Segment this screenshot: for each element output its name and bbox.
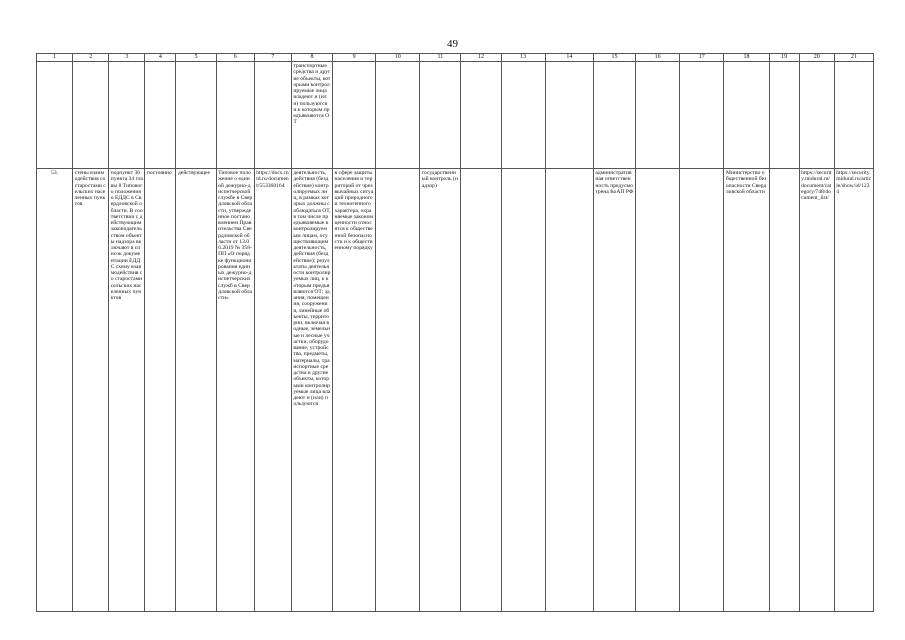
requirement-cell: стены взаимодействия со старостами сельских населенных пунктов [73,169,109,612]
table-cell [769,169,799,612]
table-cell [376,169,420,612]
table-cell [145,62,176,169]
column-number: 1 [37,54,73,62]
table-cell [769,62,799,169]
table-cell [73,62,109,169]
column-number-row [37,54,874,62]
column-number: 10 [376,54,420,62]
table-cell [333,62,376,169]
protected-values-cell: в сфере защиты населения и территорий от чрезвычайных ситуаций природного и техногенного характера, охраняемые законом ценности относятся к общественной безопасности и к общественному порядку [333,169,376,612]
table-cell [545,62,593,169]
table-cell [420,62,461,169]
status-cell: действующее [176,169,216,612]
table-cell [636,169,680,612]
liability-cell: административная ответственность предусмотрена КоАП РФ [593,169,635,612]
act-link-cell[interactable]: https://docs.cntd.ru/document/553360164 [254,169,291,612]
guidance-link-cell[interactable]: https://security.midural.ru/document/category/748/document_list/ [799,169,834,612]
column-number: 5 [176,54,216,62]
column-number: 9 [333,54,376,62]
column-number: 21 [834,54,873,62]
table-cell [461,62,501,169]
act-name-cell: Типовое положение о единой дежурно-диспетчерской службе в Свердловской области, утвержденное постановлением Правительства Свердловской области от 13.06.2019 № 358-ПП «О порядке функционирования единых дежурно-диспетчерских служб в Свердловской области» [216,169,254,612]
row-number-cell: 53. [37,169,73,612]
column-number: 13 [501,54,545,62]
requirements-table [36,53,874,612]
validity-period-cell: постоянно [145,169,176,612]
column-number: 18 [724,54,769,62]
table-cell [376,62,420,169]
table-row-continuation [37,62,874,169]
control-type-cell: государственный контроль (надзор) [420,169,461,612]
table-cell [834,62,873,169]
column-number: 19 [769,54,799,62]
table-cell [636,62,680,169]
column-number: 20 [799,54,834,62]
column-number: 7 [254,54,291,62]
column-number: 17 [680,54,724,62]
column-number: 16 [636,54,680,62]
table-cell [109,62,145,169]
authority-cell: Министерство общественной безопасности Свердловской области [724,169,769,612]
table-cell [37,62,73,169]
structural-unit-cell: подпункт 36 пункта 34 главы 8 Типового положения о ЕДДС в Свердловской области. В соответствии с действующим законодательством объекты надзора включают в список документации ЕДДС схему взаимодействия со старостами сельских населенных пунктов [109,169,145,612]
table-cell [501,169,545,612]
control-objects-cell: деятельность, действия (бездействие) контролируемых лиц, в рамках которых должны соблюдаться ОТ, в том числе предъявляемые к контролируемым лицам, осуществляющим деятельность, действия (бездействие); результаты деятельности контролируемых лиц, к которым предъявляются ОТ; здания, помещения, сооружения, линейные объекты, территории, включая водные, земельные и лесные участки, оборудование, устройства, предметы, материалы, транспортные средства и другие объекты, которыми контролируемые лица владеют и (или) пользуются [291,169,332,612]
column-number: 12 [461,54,501,62]
column-number: 4 [145,54,176,62]
column-number: 2 [73,54,109,62]
table-cell [680,62,724,169]
column-number: 14 [545,54,593,62]
page-number: 49 [447,38,458,50]
column-number: 3 [109,54,145,62]
table-cell [545,169,593,612]
column-number: 11 [420,54,461,62]
table-cell [680,169,724,612]
table-cell [724,62,769,169]
column-number: 8 [291,54,332,62]
table-cell [593,62,635,169]
table-cell [254,62,291,169]
table-cell [461,169,501,612]
column-number: 15 [593,54,635,62]
control-objects-cell: транспортные средства и другие объекты, которыми контролируемые лица владеют и (или) пользуются и к которым предъявляются ОТ [291,62,332,169]
table-cell [216,62,254,169]
column-number: 6 [216,54,254,62]
table-cell [176,62,216,169]
table-row-53 [37,169,874,612]
article-link-cell[interactable]: https://security.midural.ru/article/show/id/1234 [834,169,873,612]
table-cell [799,62,834,169]
table-cell [501,62,545,169]
